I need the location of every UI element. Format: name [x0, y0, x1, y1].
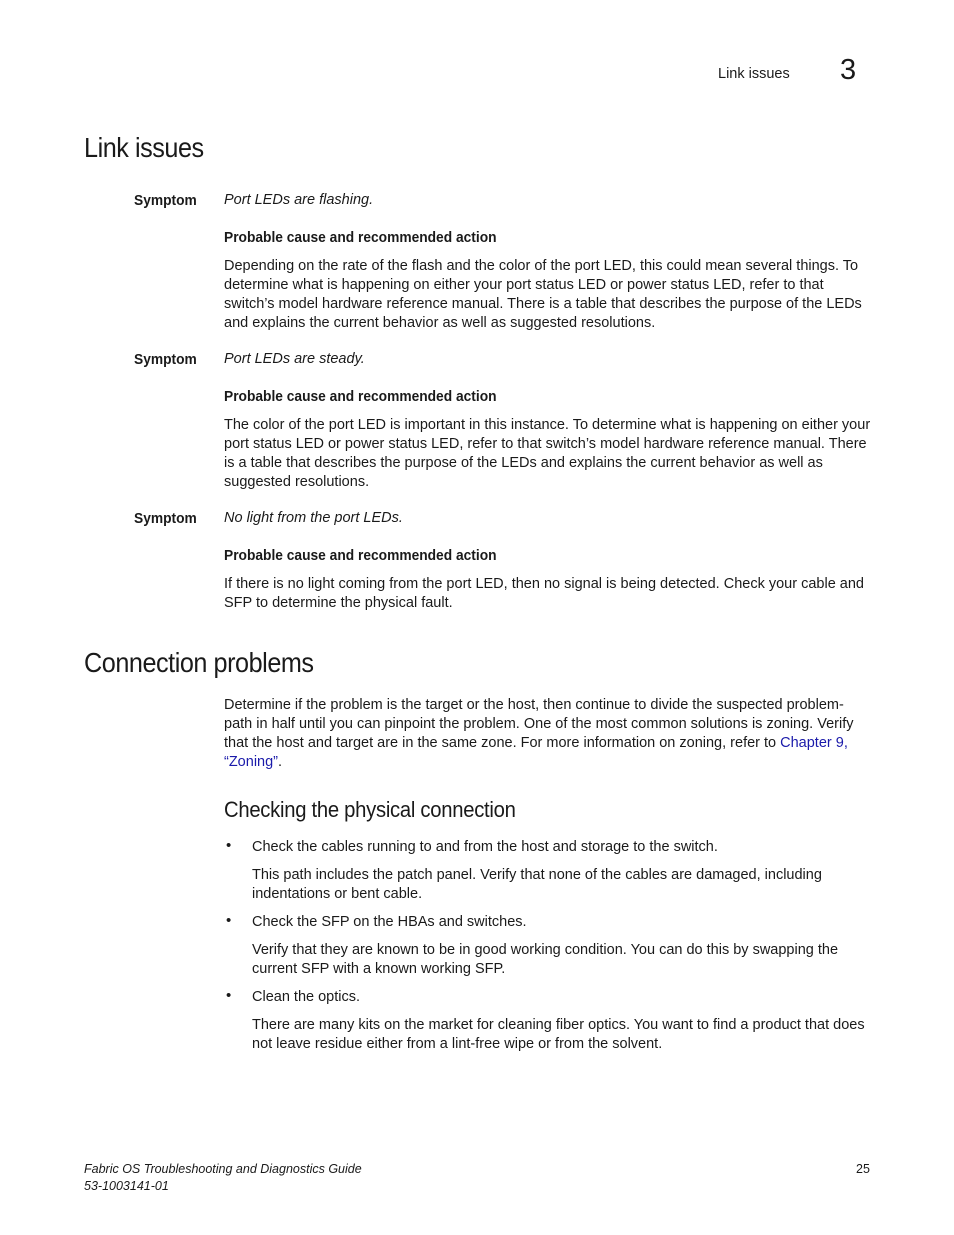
heading-link-issues: Link issues [84, 132, 204, 163]
cause-heading: Probable cause and recommended action [224, 548, 497, 564]
symptom-label: Symptom [134, 352, 197, 368]
bullet-icon: • [226, 912, 232, 929]
symptom-text: No light from the port LEDs. [224, 510, 403, 526]
chapter-9-zoning-link[interactable]: Chapter 9, “Zoning” [224, 735, 848, 770]
symptom-text: Port LEDs are flashing. [224, 192, 374, 208]
symptom-label: Symptom [134, 193, 197, 209]
symptom-label: Symptom [134, 511, 197, 527]
heading-connection-problems: Connection problems [84, 647, 314, 678]
heading-checking-physical-connection: Checking the physical connection [224, 797, 516, 822]
bullet-detail: There are many kits on the market for cleaning fiber optics. You want to find a product that does not leave residue either from a lint-free wipe or from the solvent. [252, 1017, 865, 1052]
footer-page-number: 25 [856, 1162, 870, 1176]
running-header-section: Link issues [718, 66, 790, 82]
footer-guide-title: Fabric OS Troubleshooting and Diagnostics Guide [84, 1162, 362, 1176]
symptom-text: Port LEDs are steady. [224, 351, 365, 367]
connection-intro-text: Determine if the problem is the target or the host, then continue to divide the suspected problem-path in half until you can pinpoint the problem. One of the most common solutions is zoning. Verify that the host and target are in the same zone. For more information on zoning, refer to [224, 697, 854, 751]
bullet-text: Check the cables running to and from the host and storage to the switch. [252, 839, 718, 855]
cause-paragraph: Depending on the rate of the flash and the color of the port LED, this could mean several things. To determine what is happening on either your port status LED or power status LED, refer to that switch’s model hardware reference manual. There is a table that describes the purpose of the LEDs and explains the current behavior as well as suggested resolutions. [224, 258, 862, 331]
bullet-text: Clean the optics. [252, 989, 361, 1005]
bullet-text: Check the SFP on the HBAs and switches. [252, 914, 527, 930]
bullet-detail: Verify that they are known to be in good working condition. You can do this by swapping the current SFP with a known working SFP. [252, 942, 839, 977]
connection-intro-end: . [278, 754, 283, 770]
cause-heading: Probable cause and recommended action [224, 389, 497, 405]
connection-intro-paragraph [224, 696, 872, 772]
bullet-detail: This path includes the patch panel. Verify that none of the cables are damaged, including indentations or bent cable. [252, 867, 822, 902]
footer-doc-number: 53-1003141-01 [84, 1179, 169, 1193]
bullet-icon: • [226, 987, 232, 1004]
bullet-icon: • [226, 837, 232, 854]
cause-paragraph: If there is no light coming from the port LED, then no signal is being detected. Check your cable and SFP to determine the physical fault. [224, 576, 864, 611]
running-header-chapter-number: 3 [840, 54, 857, 86]
cause-paragraph: The color of the port LED is important in this instance. To determine what is happening on either your port status LED or power status LED, refer to that switch’s model hardware reference manual. There is a table that describes the purpose of the LEDs and explains the current behavior as well as suggested resolutions. [224, 417, 871, 490]
cause-heading: Probable cause and recommended action [224, 230, 497, 246]
